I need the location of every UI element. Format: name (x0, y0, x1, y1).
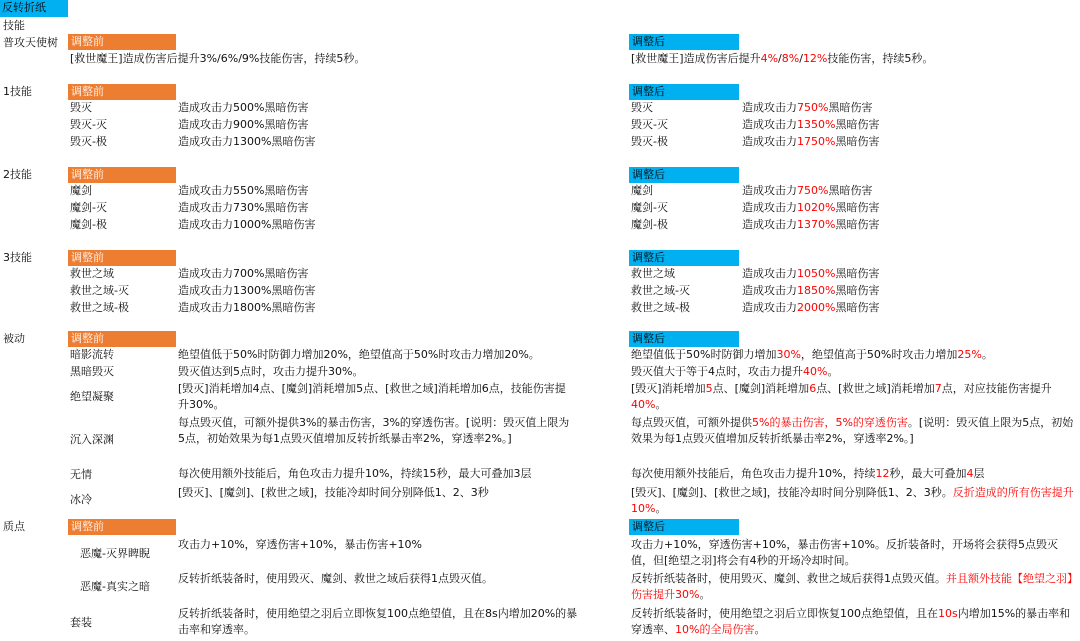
skill1-before-name-3: 毁灭-极 (70, 135, 107, 148)
quality-name-3: 套装 (70, 616, 92, 629)
highlight-change-text: 8% (781, 52, 800, 65)
quality-before-desc-1: 攻击力+10%，穿透伤害+10%，暴击伤害+10% (178, 538, 422, 551)
text-run: 每次使用额外技能后，角色攻击力提升10%，持续 (631, 467, 876, 480)
text-run: [毁灭]消耗增加 (631, 382, 706, 395)
header-before-skill1: 调整前 (68, 84, 176, 100)
text-run: 造成攻击力 (742, 101, 797, 114)
text-run: [毁灭]、[魔剑]、[救世之域]，技能冷却时间分别降低1、2、3秒。 (631, 486, 953, 499)
passive-name-5: 无情 (70, 468, 92, 481)
text-run: 绝望值低于50%时防御力增加 (631, 348, 777, 361)
skill1-before-desc-2: 造成攻击力900%黑暗伤害 (178, 118, 309, 131)
passive-before-desc-1: 绝望值低于50%时防御力增加20%，绝望值高于50%时攻击力增加20%。 (178, 348, 540, 361)
highlight-change-text: 2000% (797, 301, 836, 314)
text-run: ，绝望值高于50%时攻击力增加 (800, 348, 958, 361)
text-run: 造成攻击力 (742, 201, 797, 214)
text-run: 造成攻击力 (742, 184, 797, 197)
highlight-change-text: 750% (797, 101, 829, 114)
highlight-change-text: 30% (776, 348, 801, 361)
text-run: 黑暗伤害 (835, 135, 880, 148)
text-run: 毁灭值大于等于4点时，攻击力提升 (631, 365, 803, 378)
highlight-change-text: 750% (797, 184, 829, 197)
skill1-after-desc-1 (742, 100, 872, 116)
header-before-passive: 调整前 (68, 331, 176, 347)
text-run: 黑暗伤害 (835, 218, 880, 231)
text-run: 黑暗伤害 (835, 118, 880, 131)
text-run: 技能伤害，持续5秒。 (827, 52, 934, 65)
skill3-before-desc-3: 造成攻击力1800%黑暗伤害 (178, 301, 316, 314)
skill-section-label: 技能 (3, 19, 25, 32)
highlight-change-text: 1850% (797, 284, 836, 297)
header-before-basic: 调整前 (68, 34, 176, 50)
passive-after-desc-4 (631, 415, 1077, 447)
passive-before-desc-4: 每点毁灭值，可额外提供3%的暴击伤害，3%的穿透伤害。[说明：毁灭值上限为5点，初始效果为每1点毁灭值增加反转折纸暴击率2%，穿透率2%。] (178, 416, 570, 445)
passive-name-2: 黑暗毁灭 (70, 365, 114, 378)
highlight-change-text: 5 (705, 382, 713, 395)
passive-name-4: 沉入深渊 (70, 433, 114, 446)
text-run: 。[说明：毁灭值上限为5点，初始效果为每1点毁灭值增加反转折纸暴击率2%，穿透率2%。] (631, 416, 1074, 445)
skill2-before-desc-3: 造成攻击力1000%黑暗伤害 (178, 218, 316, 231)
skill2-before-name-2: 魔剑-灭 (70, 201, 107, 214)
skill1-before-desc-3: 造成攻击力1300%黑暗伤害 (178, 135, 316, 148)
row-label-skill2: 2技能 (3, 168, 32, 181)
text-run: 造成攻击力 (742, 267, 797, 280)
text-run: 点，对应技能伤害提升 (941, 382, 1052, 395)
text-run: 。 (981, 348, 993, 361)
skill1-after-desc-2 (742, 117, 879, 133)
highlight-change-text: 6 (809, 382, 817, 395)
header-before-skill2: 调整前 (68, 167, 176, 183)
highlight-change-text: 12 (875, 467, 890, 480)
quality-before-desc-3: 反转折纸装备时，使用绝望之羽后立即恢复100点绝望值，且在8s内增加20%的暴击率和穿透率。 (178, 607, 578, 636)
skill1-after-name-2: 毁灭-灭 (631, 118, 668, 131)
skill3-before-desc-2: 造成攻击力1300%黑暗伤害 (178, 284, 316, 297)
skill3-after-desc-2 (742, 283, 879, 299)
skill3-before-desc-1: 造成攻击力700%黑暗伤害 (178, 267, 309, 280)
skill3-after-name-3: 救世之域-极 (631, 301, 690, 314)
highlight-change-text: 40% (631, 398, 656, 411)
skill3-before-name-2: 救世之域-灭 (70, 284, 129, 297)
header-after-basic: 调整后 (629, 34, 739, 50)
text-run: 造成攻击力 (742, 118, 797, 131)
passive-after-desc-1 (631, 347, 1079, 363)
text-run: 。 (699, 588, 711, 601)
text-run: 造成攻击力 (742, 284, 797, 297)
highlight-change-text: 10%的全局伤害 (675, 623, 755, 636)
highlight-change-text: 10s (938, 607, 958, 620)
skill3-after-name-1: 救世之域 (631, 267, 675, 280)
highlight-change-text: 1050% (797, 267, 836, 280)
skill1-before-desc-1: 造成攻击力500%黑暗伤害 (178, 101, 309, 114)
skill3-after-desc-1 (742, 266, 879, 282)
highlight-change-text: 1350% (797, 118, 836, 131)
highlight-change-text: 4% (760, 52, 779, 65)
skill1-after-name-1: 毁灭 (631, 101, 653, 114)
text-run: 每点毁灭值，可额外提供 (631, 416, 752, 429)
text-run: [救世魔王]造成伤害后提升 (631, 52, 761, 65)
skill3-before-name-1: 救世之域 (70, 267, 114, 280)
skill2-after-desc-3 (742, 217, 879, 233)
text-run: 黑暗伤害 (835, 301, 880, 314)
quality-after-desc-3 (631, 606, 1077, 638)
skill2-before-desc-2: 造成攻击力730%黑暗伤害 (178, 201, 309, 214)
highlight-change-text: 并且额外技能【绝望之羽】伤害提升30% (631, 572, 1073, 601)
skill1-after-name-3: 毁灭-极 (631, 135, 668, 148)
header-after-passive: 调整后 (629, 331, 739, 347)
highlight-change-text: 1750% (797, 135, 836, 148)
text-run: 黑暗伤害 (828, 101, 873, 114)
header-after-skill2: 调整后 (629, 167, 739, 183)
skill2-before-name-3: 魔剑-极 (70, 218, 107, 231)
text-run: 内增加15%的暴击率和穿透率、 (631, 607, 1071, 636)
quality-after-desc-2 (631, 571, 1077, 603)
basic-before-desc: [救世魔王]造成伤害后提升3%/6%/9%技能伤害，持续5秒。 (70, 52, 366, 65)
highlight-change-text: 25% (957, 348, 982, 361)
passive-after-desc-3 (631, 381, 1079, 413)
passive-after-desc-6 (631, 485, 1077, 517)
text-run: 黑暗伤害 (835, 284, 880, 297)
skill2-after-name-1: 魔剑 (631, 184, 653, 197)
highlight-change-text: 4 (966, 467, 974, 480)
text-run: 造成攻击力 (742, 135, 797, 148)
passive-before-desc-5: 每次使用额外技能后，角色攻击力提升10%，持续15秒，最大可叠加3层 (178, 467, 532, 480)
text-run: 黑暗伤害 (835, 267, 880, 280)
skill1-before-name-2: 毁灭-灭 (70, 118, 107, 131)
text-run: 。 (754, 623, 766, 636)
row-label-skill1: 1技能 (3, 85, 32, 98)
quality-before-desc-2: 反转折纸装备时，使用毁灭、魔剑、救世之域后获得1点毁灭值。 (178, 572, 493, 585)
basic-after-desc (631, 51, 933, 67)
skill2-after-desc-1 (742, 183, 872, 199)
passive-before-desc-2: 毁灭值达到5点时，攻击力提升30%。 (178, 365, 364, 378)
passive-before-desc-3: [毁灭]消耗增加4点、[魔剑]消耗增加5点、[救世之域]消耗增加6点，技能伤害提升30%。 (178, 382, 566, 411)
text-run: 造成攻击力 (742, 301, 797, 314)
header-before-skill3: 调整前 (68, 250, 176, 266)
skill2-after-name-3: 魔剑-极 (631, 218, 668, 231)
passive-before-desc-6: [毁灭]、[魔剑]、[救世之域]，技能冷却时间分别降低1、2、3秒 (178, 486, 489, 499)
header-after-skill3: 调整后 (629, 250, 739, 266)
highlight-change-text: 7 (934, 382, 942, 395)
highlight-change-text: 1370% (797, 218, 836, 231)
sheet-title: 反转折纸 (0, 0, 68, 17)
quality-after-desc-1 (631, 537, 1077, 569)
row-label-quality: 质点 (3, 520, 25, 533)
text-run: 。 (827, 365, 839, 378)
skill3-after-desc-3 (742, 300, 879, 316)
highlight-change-text: 1020% (797, 201, 836, 214)
highlight-change-text: 12% (802, 52, 828, 65)
header-before-quality: 调整前 (68, 519, 176, 535)
skill2-after-name-2: 魔剑-灭 (631, 201, 668, 214)
text-run: 反转折纸装备时，使用绝望之羽后立即恢复100点绝望值，且在 (631, 607, 938, 620)
skill1-after-desc-3 (742, 134, 879, 150)
skill2-after-desc-2 (742, 200, 879, 216)
quality-name-2: 恶魔-真实之暗 (80, 580, 150, 593)
skill3-before-name-3: 救世之域-极 (70, 301, 129, 314)
skill2-before-desc-1: 造成攻击力550%黑暗伤害 (178, 184, 309, 197)
text-run: 造成攻击力 (742, 218, 797, 231)
skill2-before-name-1: 魔剑 (70, 184, 92, 197)
text-run: 攻击力+10%，穿透伤害+10%，暴击伤害+10%。反折装备时，开场将会获得5点毁灭值，但[绝望之羽]将会有4秒的开场冷却时间。 (631, 538, 1058, 567)
text-run: 黑暗伤害 (835, 201, 880, 214)
text-run: 反转折纸装备时，使用毁灭、魔剑、救世之域后获得1点毁灭值。 (631, 572, 946, 585)
passive-name-6: 冰冷 (70, 493, 92, 506)
highlight-change-text: 反折造成的所有伤害提升10% (631, 486, 1074, 515)
text-run: 点、[救世之域]消耗增加 (816, 382, 935, 395)
text-run: 点、[魔剑]消耗增加 (712, 382, 810, 395)
text-run: 。 (655, 398, 667, 411)
header-after-skill1: 调整后 (629, 84, 739, 100)
passive-name-1: 暗影流转 (70, 348, 114, 361)
row-label-basic: 普攻天使树 (3, 36, 58, 49)
quality-name-1: 恶魔-灭界睥睨 (80, 547, 150, 560)
text-run: 黑暗伤害 (828, 184, 873, 197)
highlight-change-text: 40% (803, 365, 828, 378)
skill1-before-name-1: 毁灭 (70, 101, 92, 114)
skill3-after-name-2: 救世之域-灭 (631, 284, 690, 297)
text-run: / (778, 52, 782, 65)
text-run: / (799, 52, 803, 65)
row-label-skill3: 3技能 (3, 251, 32, 264)
text-run: 秒，最大可叠加 (889, 467, 967, 480)
row-label-passive: 被动 (3, 332, 25, 345)
header-after-quality: 调整后 (629, 519, 739, 535)
passive-after-desc-5 (631, 466, 1079, 482)
text-run: 层 (973, 467, 985, 480)
passive-name-3: 绝望凝聚 (70, 390, 114, 403)
highlight-change-text: 5%的暴击伤害，5%的穿透伤害 (752, 416, 908, 429)
passive-after-desc-2 (631, 364, 1079, 380)
text-run: 。 (655, 502, 667, 515)
